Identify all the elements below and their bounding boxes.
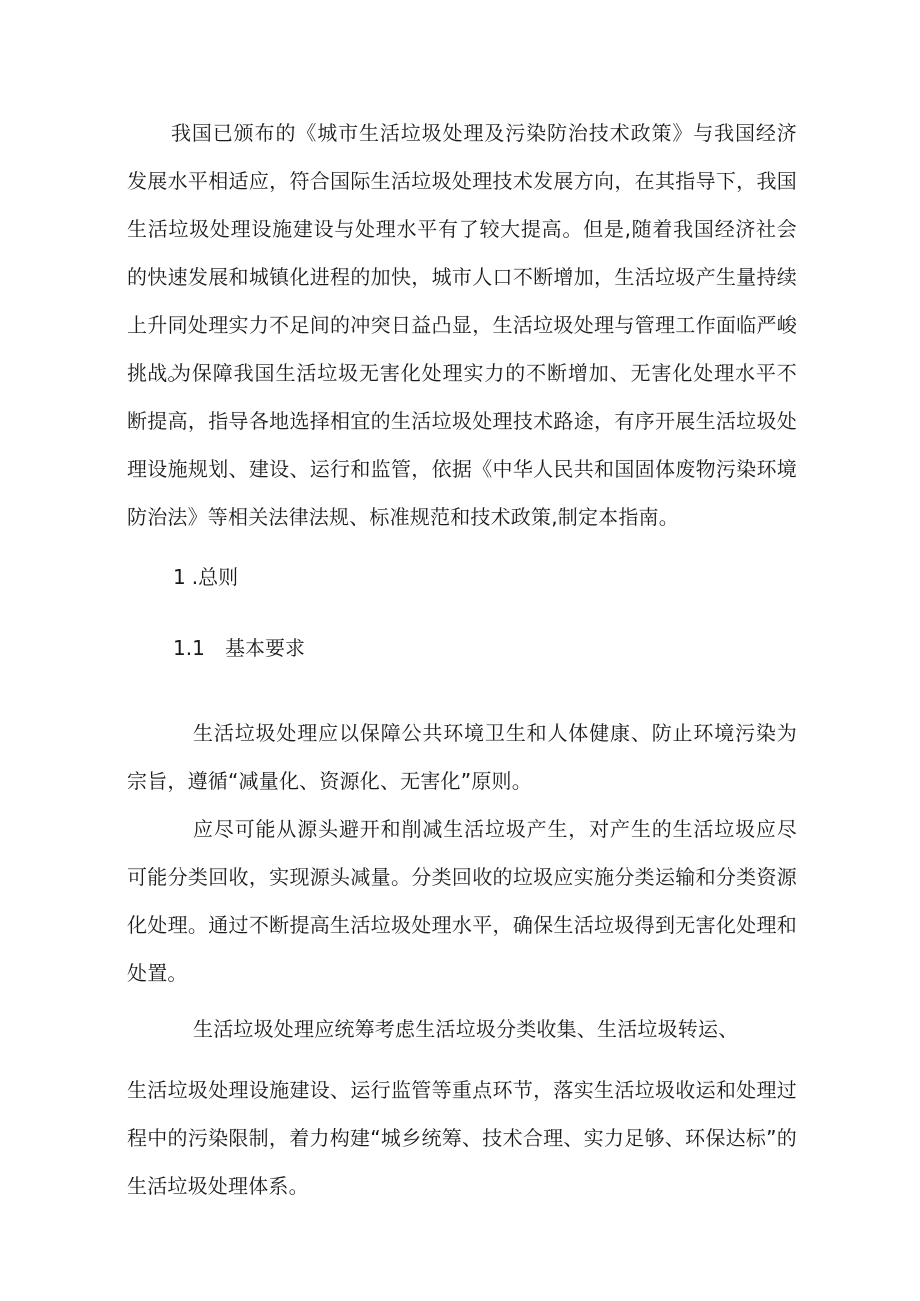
section-title: .总则 [191, 565, 239, 589]
subsection-number: 1.1 [173, 636, 205, 660]
body-paragraph-source-reduction: 应尽可能从源头避开和削减生活垃圾产生，对产生的生活垃圾应尽可能分类回收，实现源头减量。分类回收的垃圾应实施分类运输和分类资源化处理。通过不断提高生活垃圾处理水平，确保生活垃圾得到无害化处理和处置。 [127, 817, 797, 985]
section-heading-general [173, 561, 238, 593]
subsection-heading-basic-requirements [173, 632, 305, 664]
subsection-title: 基本要求 [225, 636, 305, 660]
intro-paragraph-purpose: 为保障我国生活垃圾无害化处理实力的不断增加、无害化处理水平不断提高，指导各地选择相宜的生活垃圾处理技术路途，有序开展生活垃圾处理设施规划、建设、运行和监管，依据《中华人民共和国固体废物污染环境防治法》等相关法律法规、标准规范和技术政策,制定本指南。 [127, 361, 797, 529]
body-paragraph-overall-planning-continued: 生活垃圾处理设施建设、运行监管等重点环节，落实生活垃圾收运和处理过程中的污染限制，着力构建“城乡统筹、技术合理、实力足够、环保达标”的生活垃圾处理体系。 [127, 1078, 797, 1198]
body-paragraph-overall-planning: 生活垃圾处理应统筹考虑生活垃圾分类收集、生活垃圾转运、 [193, 1017, 739, 1041]
intro-paragraph-policy: 我国已颁布的《城市生活垃圾处理及污染防治技术政策》与我国经济发展水平相适应，符合国际生活垃圾处理技术发展方向，在其指导下，我国生活垃圾处理设施建设与处理水平有了较大提高。但是,随着我国经济社会的快速发展和城镇化进程的加快，城市人口不断增加，生活垃圾产生量持续上升同处理实力不足间的冲突日益凸显，生活垃圾处理与管理工作面临严峻挑战。 [127, 121, 797, 385]
section-number: 1 [173, 565, 186, 589]
body-paragraph-principles: 生活垃圾处理应以保障公共环境卫生和人体健康、防止环境污染为宗旨，遵循“减量化、资源化、无害化”原则。 [127, 721, 797, 793]
